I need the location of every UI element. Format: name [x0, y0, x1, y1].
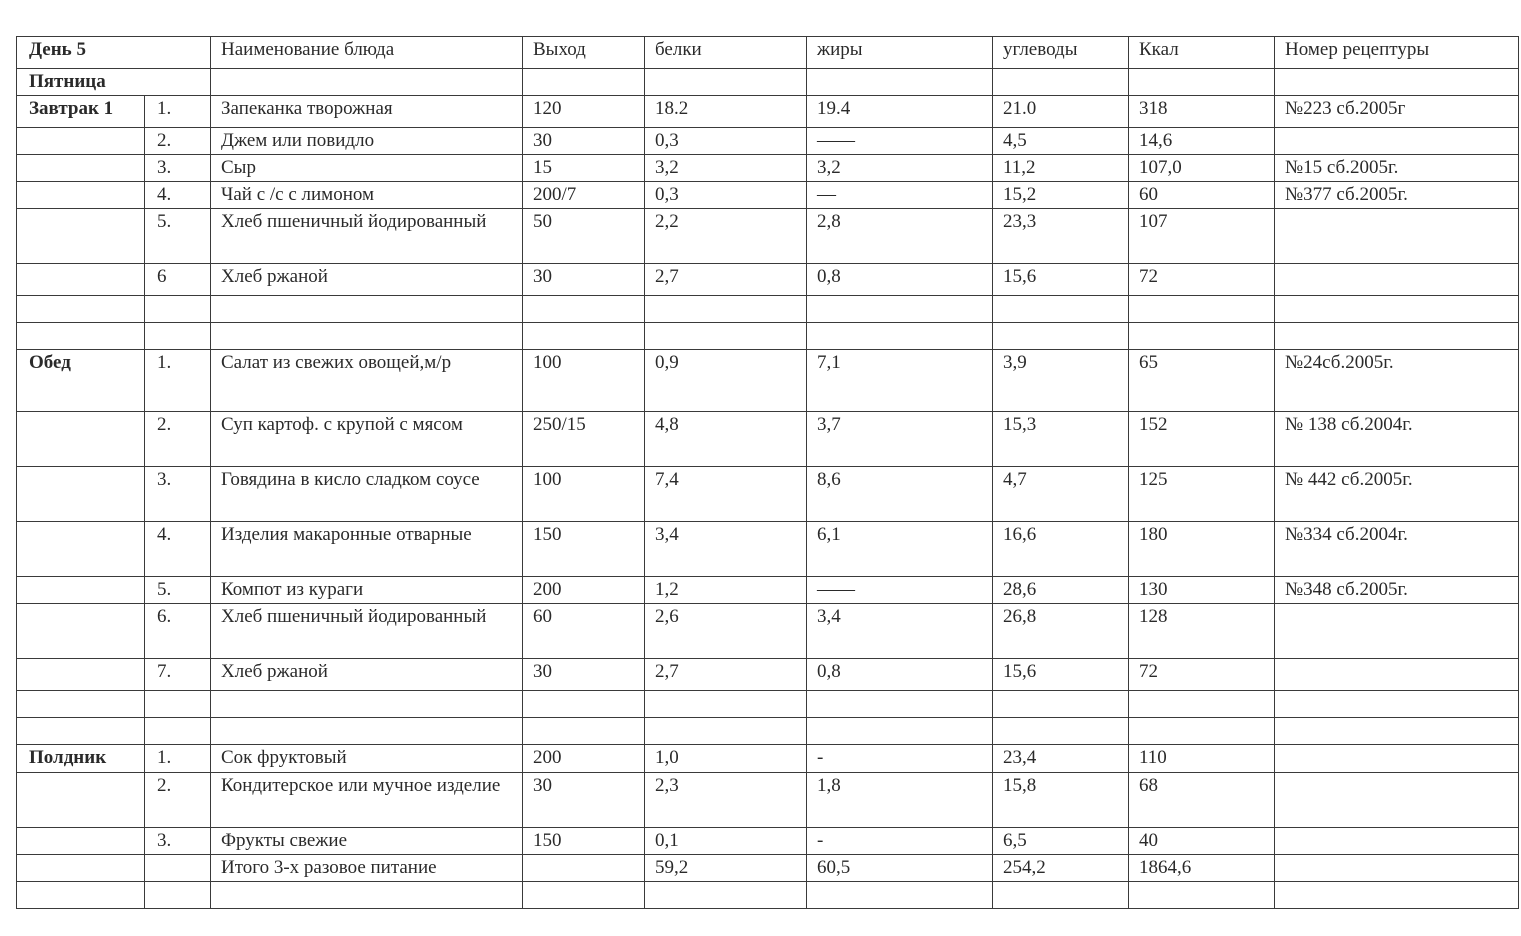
empty-row: [17, 691, 1519, 718]
col-kcal: Ккал: [1129, 37, 1275, 69]
recipe-number: №223 сб.2005г: [1275, 96, 1519, 128]
fat: 3,4: [807, 604, 993, 659]
recipe-number: [1275, 773, 1519, 828]
carbs: 3,9: [993, 350, 1129, 412]
table-row: [17, 264, 1519, 296]
dish-name: Фрукты свежие: [211, 828, 523, 855]
yield: 250/15: [523, 412, 645, 467]
row-number: 4.: [145, 182, 211, 209]
kcal: 68: [1129, 773, 1275, 828]
kcal: 107,0: [1129, 155, 1275, 182]
table-row: [17, 577, 1519, 604]
empty-row: [17, 323, 1519, 350]
fat: —: [807, 182, 993, 209]
protein: 1,0: [645, 745, 807, 773]
kcal: 107: [1129, 209, 1275, 264]
row-number: 5.: [145, 577, 211, 604]
col-yield: Выход: [523, 37, 645, 69]
carbs: 15,6: [993, 659, 1129, 691]
row-number: 1.: [145, 745, 211, 773]
section-breakfast: Завтрак 1: [17, 96, 145, 128]
empty-row: [17, 882, 1519, 909]
dish-name: Изделия макаронные отварные: [211, 522, 523, 577]
yield: 50: [523, 209, 645, 264]
table-row: [17, 659, 1519, 691]
row-number: 3.: [145, 828, 211, 855]
yield: 200: [523, 745, 645, 773]
protein: 2,6: [645, 604, 807, 659]
protein: 3,4: [645, 522, 807, 577]
carbs: 15,6: [993, 264, 1129, 296]
total-protein: 59,2: [645, 855, 807, 882]
dish-name: Компот из кураги: [211, 577, 523, 604]
col-dish-name: Наименование блюда: [211, 37, 523, 69]
total-kcal: 1864,6: [1129, 855, 1275, 882]
kcal: 318: [1129, 96, 1275, 128]
table-row: [17, 745, 1519, 773]
kcal: 180: [1129, 522, 1275, 577]
menu-sheet: [16, 36, 1519, 909]
protein: 2,7: [645, 659, 807, 691]
weekday-row: [17, 69, 1519, 96]
kcal: 110: [1129, 745, 1275, 773]
fat: 1,8: [807, 773, 993, 828]
carbs: 23,4: [993, 745, 1129, 773]
table-row: [17, 96, 1519, 128]
fat: 0,8: [807, 264, 993, 296]
fat: 2,8: [807, 209, 993, 264]
yield: 30: [523, 264, 645, 296]
kcal: 40: [1129, 828, 1275, 855]
fat: -: [807, 745, 993, 773]
dish-name: Салат из свежих овощей,м/р: [211, 350, 523, 412]
carbs: 15,3: [993, 412, 1129, 467]
yield: 150: [523, 522, 645, 577]
protein: 3,2: [645, 155, 807, 182]
protein: 2,2: [645, 209, 807, 264]
col-carbs: углеводы: [993, 37, 1129, 69]
protein: 0,1: [645, 828, 807, 855]
table-row: [17, 182, 1519, 209]
table-row: [17, 155, 1519, 182]
carbs: 4,7: [993, 467, 1129, 522]
total-label: Итого 3-х разовое питание: [211, 855, 523, 882]
protein: 2,3: [645, 773, 807, 828]
weekday-label: Пятница: [17, 69, 211, 96]
yield: 15: [523, 155, 645, 182]
yield: 30: [523, 128, 645, 155]
row-number: 1.: [145, 96, 211, 128]
fat: -: [807, 828, 993, 855]
yield: 100: [523, 350, 645, 412]
protein: 0,3: [645, 182, 807, 209]
table-row: [17, 604, 1519, 659]
yield: 30: [523, 773, 645, 828]
section-snack: Полдник: [17, 745, 145, 773]
yield: 30: [523, 659, 645, 691]
recipe-number: [1275, 264, 1519, 296]
fat: 19.4: [807, 96, 993, 128]
col-recipe: Номер рецептуры: [1275, 37, 1519, 69]
fat: 3,7: [807, 412, 993, 467]
recipe-number: №334 сб.2004г.: [1275, 522, 1519, 577]
carbs: 4,5: [993, 128, 1129, 155]
col-protein: белки: [645, 37, 807, 69]
dish-name: Сок фруктовый: [211, 745, 523, 773]
recipe-number: №24сб.2005г.: [1275, 350, 1519, 412]
recipe-number: №15 сб.2005г.: [1275, 155, 1519, 182]
recipe-number: [1275, 209, 1519, 264]
kcal: 130: [1129, 577, 1275, 604]
section-lunch: Обед: [17, 350, 145, 412]
row-number: 4.: [145, 522, 211, 577]
carbs: 15,8: [993, 773, 1129, 828]
total-fat: 60,5: [807, 855, 993, 882]
row-number: 6: [145, 264, 211, 296]
table-row: [17, 773, 1519, 828]
recipe-number: [1275, 659, 1519, 691]
protein: 0,9: [645, 350, 807, 412]
carbs: 6,5: [993, 828, 1129, 855]
menu-table: [16, 36, 1519, 909]
dish-name: Хлеб ржаной: [211, 659, 523, 691]
dish-name: Джем или повидло: [211, 128, 523, 155]
kcal: 65: [1129, 350, 1275, 412]
table-row: [17, 522, 1519, 577]
table-row: [17, 350, 1519, 412]
empty-row: [17, 296, 1519, 323]
fat: ——: [807, 128, 993, 155]
dish-name: Чай с /с с лимоном: [211, 182, 523, 209]
total-carbs: 254,2: [993, 855, 1129, 882]
kcal: 72: [1129, 264, 1275, 296]
row-number: 2.: [145, 128, 211, 155]
fat: 8,6: [807, 467, 993, 522]
protein: 4,8: [645, 412, 807, 467]
yield: 200: [523, 577, 645, 604]
row-number: 7.: [145, 659, 211, 691]
kcal: 14,6: [1129, 128, 1275, 155]
kcal: 72: [1129, 659, 1275, 691]
yield: 200/7: [523, 182, 645, 209]
dish-name: Хлеб пшеничный йодированный: [211, 209, 523, 264]
yield: 100: [523, 467, 645, 522]
table-row: [17, 467, 1519, 522]
recipe-number: №348 сб.2005г.: [1275, 577, 1519, 604]
kcal: 128: [1129, 604, 1275, 659]
row-number: 6.: [145, 604, 211, 659]
fat: 7,1: [807, 350, 993, 412]
yield: 150: [523, 828, 645, 855]
empty-row: [17, 718, 1519, 745]
protein: 7,4: [645, 467, 807, 522]
protein: 18.2: [645, 96, 807, 128]
dish-name: Кондитерское или мучное изделие: [211, 773, 523, 828]
recipe-number: [1275, 828, 1519, 855]
recipe-number: [1275, 604, 1519, 659]
table-row: [17, 828, 1519, 855]
carbs: 16,6: [993, 522, 1129, 577]
dish-name: Сыр: [211, 155, 523, 182]
carbs: 28,6: [993, 577, 1129, 604]
recipe-number: № 442 сб.2005г.: [1275, 467, 1519, 522]
total-row: [17, 855, 1519, 882]
protein: 1,2: [645, 577, 807, 604]
fat: 0,8: [807, 659, 993, 691]
fat: 3,2: [807, 155, 993, 182]
header-row: [17, 37, 1519, 69]
dish-name: Хлеб ржаной: [211, 264, 523, 296]
row-number: 5.: [145, 209, 211, 264]
row-number: 2.: [145, 412, 211, 467]
kcal: 125: [1129, 467, 1275, 522]
table-row: [17, 128, 1519, 155]
dish-name: Суп картоф. с крупой с мясом: [211, 412, 523, 467]
row-number: 2.: [145, 773, 211, 828]
dish-name: Хлеб пшеничный йодированный: [211, 604, 523, 659]
yield: 120: [523, 96, 645, 128]
carbs: 23,3: [993, 209, 1129, 264]
row-number: 3.: [145, 155, 211, 182]
kcal: 60: [1129, 182, 1275, 209]
protein: 0,3: [645, 128, 807, 155]
recipe-number: [1275, 745, 1519, 773]
fat: 6,1: [807, 522, 993, 577]
fat: ——: [807, 577, 993, 604]
protein: 2,7: [645, 264, 807, 296]
table-row: [17, 412, 1519, 467]
table-row: [17, 209, 1519, 264]
carbs: 15,2: [993, 182, 1129, 209]
recipe-number: № 138 сб.2004г.: [1275, 412, 1519, 467]
recipe-number: №377 сб.2005г.: [1275, 182, 1519, 209]
recipe-number: [1275, 128, 1519, 155]
carbs: 11,2: [993, 155, 1129, 182]
kcal: 152: [1129, 412, 1275, 467]
day-label: День 5: [17, 37, 211, 69]
yield: 60: [523, 604, 645, 659]
dish-name: Говядина в кисло сладком соусе: [211, 467, 523, 522]
col-fat: жиры: [807, 37, 993, 69]
row-number: 1.: [145, 350, 211, 412]
dish-name: Запеканка творожная: [211, 96, 523, 128]
carbs: 21.0: [993, 96, 1129, 128]
carbs: 26,8: [993, 604, 1129, 659]
row-number: 3.: [145, 467, 211, 522]
